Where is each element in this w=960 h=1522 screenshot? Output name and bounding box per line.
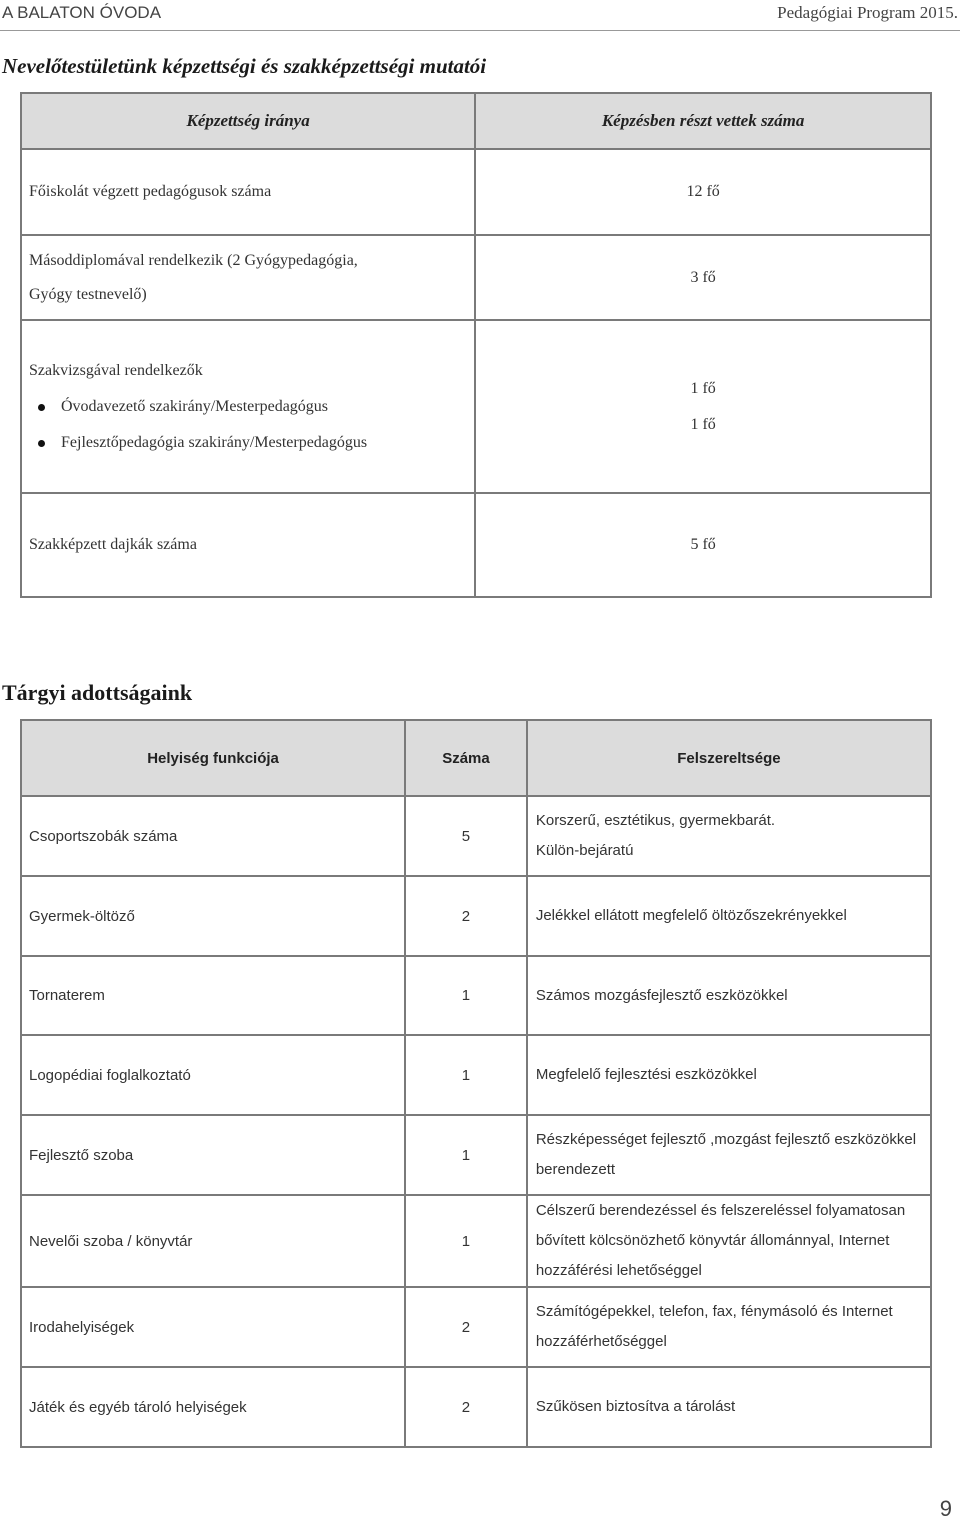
table-header-row — [21, 720, 931, 796]
room-equipment — [527, 1287, 931, 1367]
header-divider — [0, 30, 960, 31]
room-name: Gyermek-öltöző — [21, 876, 405, 956]
qualification-count — [475, 320, 931, 493]
table-row — [21, 320, 931, 493]
room-count: 1 — [405, 1195, 527, 1287]
room-equipment — [527, 1367, 931, 1447]
column-header: Felszereltsége — [527, 720, 931, 796]
qualification-count: 5 fő — [475, 493, 931, 597]
room-name: Nevelői szoba / könyvtár — [21, 1195, 405, 1287]
qualifications-section-title: Nevelőtestületünk képzettségi és szakképzettségi mutatói — [2, 54, 487, 78]
equipment-line: Jelékkel ellátott megfelelő öltözőszekrényekkel — [535, 907, 847, 924]
column-header: Helyiség funkciója — [21, 720, 405, 796]
room-name: Tornaterem — [21, 956, 405, 1035]
equipment-line: berendezett — [535, 1161, 616, 1178]
count-line: 1 fő — [690, 415, 716, 433]
room-name: Irodahelyiségek — [21, 1287, 405, 1367]
qualification-count: 12 fő — [475, 149, 931, 235]
room-name: Logopédiai foglalkoztató — [21, 1035, 405, 1115]
room-count: 2 — [405, 1287, 527, 1367]
table-row — [21, 1035, 931, 1115]
column-header: Száma — [405, 720, 527, 796]
facilities-section-title: Tárgyi adottságaink — [2, 680, 193, 705]
table-row — [21, 1115, 931, 1195]
table-row — [21, 1367, 931, 1447]
equipment-line: hozzáférési lehetőséggel — [535, 1262, 702, 1279]
column-header: Képzésben részt vettek száma — [475, 93, 931, 149]
equipment-line: Részképességet fejlesztő ,mozgást fejlesztő eszközökkel — [535, 1131, 917, 1148]
room-equipment — [527, 796, 931, 876]
equipment-line: bővített kölcsönözhető könyvtár állománnyal, Internet — [535, 1232, 890, 1249]
table-row — [21, 1287, 931, 1367]
table-row — [21, 876, 931, 956]
room-count: 5 — [405, 796, 527, 876]
qualification-count: 3 fő — [475, 235, 931, 320]
equipment-line: Célszerű berendezéssel és felszereléssel folyamatosan — [535, 1202, 906, 1219]
equipment-line: hozzáférhetőséggel — [535, 1333, 667, 1350]
page-number: 9 — [939, 1496, 952, 1521]
table-header-row — [21, 93, 931, 149]
room-name: Fejlesztő szoba — [21, 1115, 405, 1195]
equipment-line: Számítógépekkel, telefon, fax, fénymásoló és Internet — [535, 1303, 893, 1320]
table-row — [21, 796, 931, 876]
room-equipment — [527, 1115, 931, 1195]
room-count: 1 — [405, 1035, 527, 1115]
facilities-table — [20, 719, 932, 1448]
room-equipment — [527, 1195, 931, 1287]
equipment-line: Szűkösen biztosítva a tárolást — [535, 1398, 736, 1415]
bullet-item: Fejlesztőpedagógia szakirány/Mesterpedagógus — [29, 425, 474, 461]
table-row — [21, 956, 931, 1035]
room-equipment — [527, 1035, 931, 1115]
equipment-line: Korszerű, esztétikus, gyermekbarát. — [535, 812, 776, 829]
qualification-label: Főiskolát végzett pedagógusok száma — [21, 149, 475, 235]
qualification-label — [21, 235, 475, 320]
room-count: 1 — [405, 956, 527, 1035]
room-equipment — [527, 956, 931, 1035]
table-row — [21, 149, 931, 235]
room-count: 2 — [405, 876, 527, 956]
qualification-label — [21, 320, 475, 493]
header-document-title: Pedagógiai Program 2015. — [777, 3, 958, 22]
equipment-line: Külön-bejáratú — [535, 842, 634, 859]
room-name: Csoportszobák száma — [21, 796, 405, 876]
qualifications-table — [20, 92, 932, 598]
qualification-label: Szakképzett dajkák száma — [21, 493, 475, 597]
room-equipment — [527, 876, 931, 956]
column-header: Képzettség iránya — [21, 93, 475, 149]
equipment-line: Számos mozgásfejlesztő eszközökkel — [535, 986, 788, 1004]
header-school-name: A BALATON ÓVODA — [2, 3, 162, 22]
room-name: Játék és egyéb tároló helyiségek — [21, 1367, 405, 1447]
label-line: Másoddiplomával rendelkezik (2 Gyógypedagógia, — [29, 251, 358, 269]
room-count: 2 — [405, 1367, 527, 1447]
label-line: Szakvizsgával rendelkezők — [29, 361, 203, 379]
table-row — [21, 493, 931, 597]
room-count: 1 — [405, 1115, 527, 1195]
label-line: Gyógy testnevelő) — [29, 285, 147, 303]
table-row — [21, 1195, 931, 1287]
count-line: 1 fő — [690, 379, 716, 397]
equipment-line: Megfelelő fejlesztési eszközökkel — [535, 1066, 757, 1083]
bullet-item: Óvodavezető szakirány/Mesterpedagógus — [29, 389, 474, 425]
table-row — [21, 235, 931, 320]
